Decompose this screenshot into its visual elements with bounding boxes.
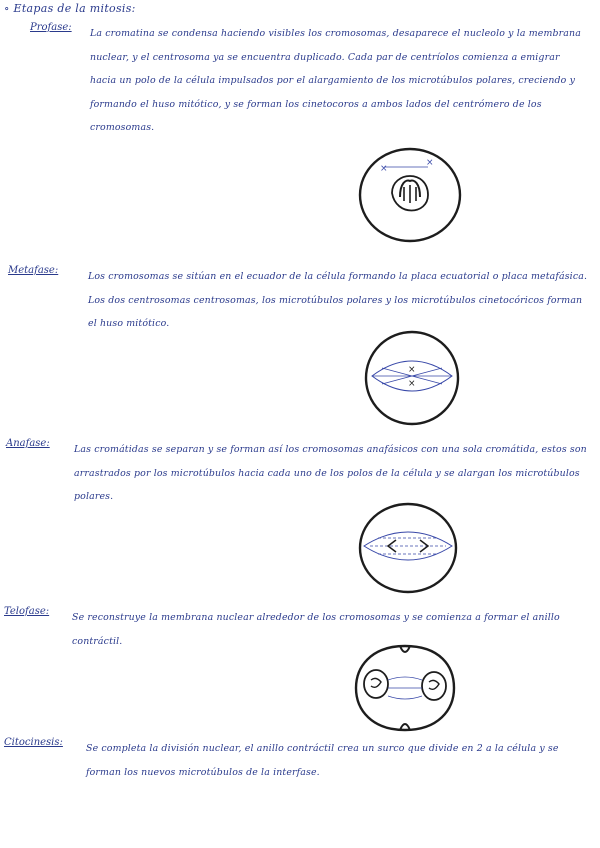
stage-label: Metafase: bbox=[8, 265, 59, 276]
prophase-cell-drawing bbox=[356, 145, 464, 245]
metaphase-cell-drawing bbox=[362, 328, 462, 428]
stage-telophase bbox=[4, 606, 590, 656]
svg-text:×: × bbox=[408, 379, 416, 389]
stage-metaphase bbox=[8, 265, 588, 329]
stage-prophase bbox=[30, 22, 585, 142]
svg-text:×: × bbox=[380, 164, 388, 174]
heading-text: Etapas de la mitosis: bbox=[13, 2, 136, 15]
stage-description: Se reconstruye la membrana nuclear alrededor de los cromosomas y se comienza a formar el anillo contráctil. bbox=[72, 612, 560, 647]
anaphase-cell-drawing bbox=[356, 500, 460, 596]
stage-description: Se completa la división nuclear, el anillo contráctil crea un surco que divide en 2 a la célula y se forman los nuevos microtúbulos de la interfase. bbox=[86, 743, 559, 778]
stage-description: Los cromosomas se sitúan en el ecuador de la célula formando la placa ecuatorial o placa metafásica. Los dos centrosomas centrosomas, los microtúbulos polares y los microtúbulos cinetocóricos forman el huso mitótico. bbox=[88, 271, 588, 329]
stage-description: La cromatina se condensa haciendo visibles los cromosomas, desaparece el nucleolo y la membrana nuclear, y el centrosoma ya se encuentra duplicado. Cada par de centríolos comienza a emigrar hacia un polo de la célula impulsados por el alargamiento de los microtúbulos polares, creciendo y formando el huso mitótico, y se forman los cinetocoros a ambos lados del centrómero de los cromosomas. bbox=[90, 28, 581, 133]
svg-text:×: × bbox=[408, 365, 416, 375]
stage-label: Citocinesis: bbox=[4, 737, 63, 748]
page-heading bbox=[4, 2, 136, 15]
stage-label: Profase: bbox=[30, 22, 72, 33]
stage-label: Anafase: bbox=[6, 438, 50, 449]
stage-description: Las cromátidas se separan y se forman así los cromosomas anafásicos con una sola cromátida, estos son arrastrados por los microtúbulos hacia cada uno de los polos de la célula y se alargan los microtúbulos polares. bbox=[74, 444, 587, 502]
stage-cytokinesis bbox=[4, 737, 590, 807]
telophase-cell-drawing bbox=[350, 640, 460, 736]
stage-anaphase bbox=[6, 438, 590, 502]
bullet-icon: ∘ bbox=[4, 2, 10, 15]
stage-label: Telofase: bbox=[4, 606, 50, 617]
svg-text:×: × bbox=[426, 158, 434, 168]
